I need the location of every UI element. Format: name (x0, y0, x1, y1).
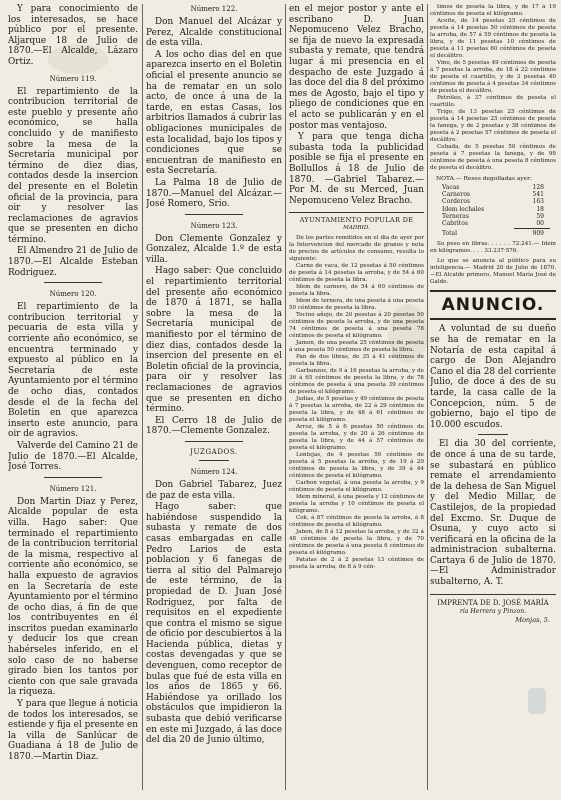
price-list (289, 235, 424, 571)
divider (430, 594, 556, 595)
notice-123-text: Don Clemente Gonzalez y Gonzalez, Alcalde 1.º de esta villa. (146, 233, 282, 265)
notice-123-number: Número 123. (190, 221, 238, 230)
imprint-2: ría Herrera y Pinzon. (459, 607, 527, 615)
anuncio-text: A voluntad de su dueño se ha de rematar en la Notaría de esta capital á cargo de Don Alejandro Cano el dia 28 del corriente Julio, de doce á des de su tarde, la casa calle de la Concepcion, núm. 5 de gobierno, bajo el tipo de 10.000 escudos. (430, 324, 556, 430)
notice-123-signature: El Cerro 18 de Julio de 1870.—Clemente Gonzalez. (146, 415, 282, 437)
column-rule (427, 4, 428, 790)
reses-value: 18 (536, 205, 544, 213)
anuncio-box (430, 290, 556, 320)
reses-label: Vacas (442, 184, 460, 191)
note-title: NOTA.— Reses degolladas ayer: (436, 176, 532, 182)
reses-label: Carneros (442, 191, 471, 199)
madrid-box-subtitle: MADRID. (343, 225, 370, 232)
notice-121-text: Don Martin Diaz y Perez, Alcalde popular de esta villa. Hago saber: Que terminado el repartimiento de la contribucion territorial de la misma, respectivo al corriente año económico, se halla expuesto de agravios en la Secretaría de este Ayuntamiento por el término de ocho dias, á fin de que los contribuyentes en él inscritos puedan examinarlo y deducir los que crean habérseles inferido, en el solo caso de no haberse girado bien los tantos por ciento con que sale gravada la riqueza. (8, 496, 138, 698)
divider (185, 441, 243, 442)
divider (185, 214, 243, 215)
reses-value: 59 (536, 212, 544, 220)
column-3 (289, 4, 424, 796)
column-4 (430, 4, 556, 796)
price-item: Pan de dos libras, de 35 á 41 céntimos de peseta la libra. (289, 354, 424, 368)
divider (44, 282, 102, 283)
weight-text: Su peso en libras. . . . . . 72.241.— Idem en kilógramos. . . . 33.237·576. (430, 241, 556, 255)
price-item: Vino, de 5 pesetas 49 céntimos de peseta á 7 pesetas la arroba, de 18 á 22 céntimos de peseta el cuartillo, y de 3 pesetas 40 céntimos de peseta á 4 pesetas 34 céntimos de peseta el decálitro. (430, 60, 556, 94)
anuncio-text-2: El dia 30 del corriente, de once á una de su tarde, se subastará en público remate el arrendamiento de la dehesa de San Miguel y del Medio Millar, de Castilejos, de la propiedad del Excmo. Sr. Duque de Osuna, y cuyo acto si verificará en la oficina de la administracion subalterna. Cartaya 6 de Julio de 1870. —El Administrador subalterno, A. T. (430, 439, 556, 588)
notice-119-text: El repartimiento de la contribucion territorial de este pueblo y presente año económico, se halla concluido y de manifiesto sobre la mesa de la Secretaría municipal por término de diez dias, contados desde la insercion del presente en el Boletin oficial de la provincia, para oir y resolver las reclamaciones de agravios que se presenten en dicho término. (8, 86, 138, 245)
imprint-street: Monjas, 5. (515, 615, 550, 624)
total-label: Total (442, 230, 458, 238)
price-item: Cebada, de 5 pesetas 50 céntimos de peseta á 7 pesetas la fanega, y de 99 céntimos de peseta á una peseta 8 céntimos de peseta el decálitro. (430, 144, 556, 171)
column-rule (142, 4, 143, 790)
reses-value: 00 (536, 220, 544, 228)
price-item: Patatas de 2 á 2 pesetas 13 céntimos de peseta la arroba, de 8 á 9 cén- (289, 557, 424, 571)
notice-120-number: Número 120. (49, 290, 97, 299)
price-item: Idem de ternera, de una peseta á una peseta 50 céntimos de peseta la libra. (289, 298, 424, 312)
divider (289, 212, 424, 213)
divider (44, 477, 102, 478)
notice-122-signature: La Palma 18 de Julio de 1870.—Manuel del Alcázar.—José Romero, Srio. (146, 177, 282, 210)
notice-120-text: El repartimiento de la contribucion territorial y pecuaria de esta villa y corriente año económico, se encuentra terminado y expuesto al público en la Secretaría de este Ayuntamiento por el término de ocho dias, contados desde el de la fecha del Boletin en que aparezca inserto este anuncio, para oir de agravios. (8, 302, 138, 440)
stamp-mark (528, 688, 546, 714)
notice-124-number: Número 124. (190, 467, 238, 476)
price-item: Carne de vaca, de 12 pesetas á 50 céntimos de peseta á 14 pesetas la arroba, y de 54 á 60 céntimos de peseta la libra. (289, 263, 424, 284)
price-list-continued (430, 4, 556, 172)
column-2 (146, 4, 282, 796)
reses-row (430, 198, 556, 205)
reses-value: 128 (532, 184, 544, 191)
notice-121-text-2: Y para que llegue á noticia de todos los interesados, se estiende y fija el presente en la villa de Sanlúcar de Guadiana á 18 de Julio de 1870.—Martin Diaz. (8, 699, 138, 762)
price-item: Aceite, de 14 pesetas 25 céntimos de peseta á 14 pesetas 50 céntimos de peseta la arroba, de 57 á 59 céntimos de peseta la libra, y de 11 pesetas 10 céntimos de peseta á 11 pesetas 60 céntimos de peseta el decálitro. (430, 18, 556, 59)
reses-total-row (430, 230, 556, 237)
reses-value: 163 (532, 198, 544, 206)
notice-124-text-2: Hago saber: que habiéndose suspendido la subasta y remate de dos casas embargadas en calle Pedro Larios de esta poblacion y 6 fanegas de tierra al sitio del Palmarejo de este término, de la propiedad de D. Juan José Rodriguez, por falta de requisitos en el expediente que contra el mismo se sigue de oficio por descubiertos á la Hacienda pública, dietas y costas devengadas y que se devenguen, como receptor de bulas que fué de esta villa en los años de 1865 y 66. Habiéndose ya orillado los obstáculos que impidieron la subasta que debió verificarse en este mi Juzgado, á las doce del dia 20 de Junio último, (146, 502, 282, 746)
total-value: 909 (532, 230, 544, 238)
notice-122-number: Número 122. (190, 5, 238, 13)
column-rule (285, 4, 286, 790)
price-item: Lentejas, de 4 pesetas 50 céntimos de peseta á 5 pesetas la arroba, y de 19 á 20 céntimos de peseta la libra, y de 39 á 44 céntimos de peseta el kilógramo. (289, 452, 424, 480)
price-item: Idem mineral, á una peseta y 12 céntimos de peseta la arroba y 10 céntimos de peseta el kilógramo. (289, 494, 424, 515)
price-item: Cok, á 87 céntimos de peseta la arroba, á 8 céntimos de peseta el kilógramo. (289, 515, 424, 529)
reses-label: Corderos (442, 198, 471, 206)
notice-119-number: Número 119. (49, 74, 97, 83)
price-item: Carbon vegetal, á una peseta la arroba, y 9 céntimos de peseta el kilógramo. (289, 480, 424, 494)
reses-row (430, 191, 556, 198)
madrid-box-title: AYUNTAMIENTO POPULAR DE (299, 216, 414, 225)
reses-label: Cabritos (442, 220, 468, 228)
reses-row (430, 213, 556, 220)
price-item: Arroz, de 5 á 6 pesetas 50 céntimos de peseta la arroba, y de 20 á 26 céntimos de peseta la libra, y de 44 á 57 céntimos de peseta el kilógramo. (289, 424, 424, 452)
notice-120-signature: Valverde del Camino 21 de Julio de 1870.—El Alcalde, José Torres. (8, 440, 138, 473)
notice-124-text: Don Gabriel Tabarez, Juez de paz de esta villa. (146, 479, 282, 501)
top-paragraph: Y para conocimiento de los interesados, se hace público por el presente. Aljarque 18 de Julio de 1870.—El Alcalde, Lázaro Ortiz. (8, 4, 138, 67)
price-item: Tocino añejo, de 20 pesetas á 20 pesetas 50 céntimos de peseta la arroba, y de una peseta 74 céntimos de peseta á una peseta 78 céntimos de peseta el kilógramo. (289, 312, 424, 340)
column-1 (8, 4, 138, 796)
reses-label: Terneras (442, 212, 469, 220)
divider (478, 434, 508, 435)
price-item: timos de peseta la libra, y de 17 á 19 céntimos de peseta el kilógramo. (430, 4, 556, 17)
price-item: Jamon, de una peseta 25 céntimos de peseta á una peseta 50 céntimos de peseta la libra. (289, 340, 424, 354)
notice-124-continued-2: Y para que tenga dicha subasta toda la publicidad posible se fija el presente en Bollullos á 18 de Julio de 1870. —Gabriel Tabarez.—Por M. de su Merced, Juan Nepomuceno Velez Bracho. (289, 132, 424, 206)
notice-122-text-2: A los ocho dias del en que aparezca inserto en el Boletin oficial el presente anuncio se ha de rematar en un solo acto, de once á una de la tarde, en estas Casas, los arbitrios llamados á cubrir las obligaciones municipales de esta localidad, bajo los tipos y condiciones que se encuentran de manifiesto en esta Secretaría. (146, 49, 282, 177)
notice-123-text-2: Hago saber: Que concluido el repartimiento territorial del presente año económico de 1870 á 1871, se halla sobre la mesa de la Secretaría municipal de manifiesto por el término de diez dias, contados desde la insercion del presente en el Boletin oficial de la provincia, para oir y resolver las reclamaciones de agravios que se presenten en dicho término. (146, 266, 282, 415)
reses-table (430, 184, 556, 227)
anuncio-title: ANUNCIO. (441, 295, 545, 316)
price-item: Garbanzos, de 9 á 16 pesetas la arroba, y de 36 á 65 céntimos de peseta la libra, y de 78 céntimos de peseta á una peseta 39 céntimos de peseta el kilógramo. (289, 368, 424, 396)
closing-text: Lo que se anuncia al público para su inteligencia.— Madrid 20 de Julio de 1870. —El Alcalde primero, Manuel María José de Galdo. (430, 258, 556, 286)
reses-label: Idem lechales (442, 205, 485, 213)
notice-121-number: Número 121. (49, 484, 97, 493)
price-item: Jabon, de 8 á 12 pesetas la arroba, y de 32 á 48 céntimos de peseta la libra, y de 70 céntimos de peseta á una peseta 6 céntimos de peseta el kilógramo. (289, 529, 424, 557)
section-juzgados: JUZGADOS. (190, 447, 238, 456)
price-item: Petróleo, á 37 céntimos de peseta el cuartillo. (430, 95, 556, 108)
notice-119-signature: El Almendro 21 de Julio de 1870.—El Alcalde Esteban Rodriguez. (8, 246, 138, 278)
price-item: Idem de carnero, de 54 á 60 céntimos de peseta la libra. (289, 284, 424, 298)
price-item: De los partes remitidos en el dia de ayer por la Intervencion del mercado de granos y nota de precios de artículos de consumo, resulta lo siguiente: (289, 235, 424, 263)
price-item: Trigo, de 13 pesetas 25 céntimos de peseta á 14 pesetas 25 céntimos de peseta la fanega, y de 2 pesetas y 38 céntimos de peseta á 2 pesetas 57 céntimos de peseta el decálitro. (430, 109, 556, 143)
divider (199, 460, 229, 461)
price-item: Judías, de 5 pesetas y 49 céntimos de peseta á 7 pesetas la arroba, de 22 á 29 céntimos de peseta la libra, y de 48 á 61 céntimos de peseta el kilógramo. (289, 396, 424, 424)
reses-row (430, 220, 556, 227)
total-rule (514, 228, 550, 229)
reses-row (430, 184, 556, 191)
imprint: IMPRENTA DE D. JOSÉ MARÍA (437, 598, 549, 607)
notice-122-text: Don Manuel del Alcázar y Perez, Alcalde constitucional de esta villa. (146, 17, 282, 49)
reses-value: 541 (532, 191, 544, 199)
reses-row (430, 206, 556, 213)
newspaper-page (8, 4, 556, 796)
notice-124-continued: en el mejor postor y ante el escribano D. Juan Nepomuceno Velez Bracho, se fija de nuevo la expresada subasta y remate, que tendrá lugar á mi presencia en el despacho de este Juzgado á las doce del dia 8 del próximo mes de Agosto, bajo el tipo y pliego de condiciones que en el acto se publicarán y en el postor mas ventajoso. (289, 4, 424, 131)
